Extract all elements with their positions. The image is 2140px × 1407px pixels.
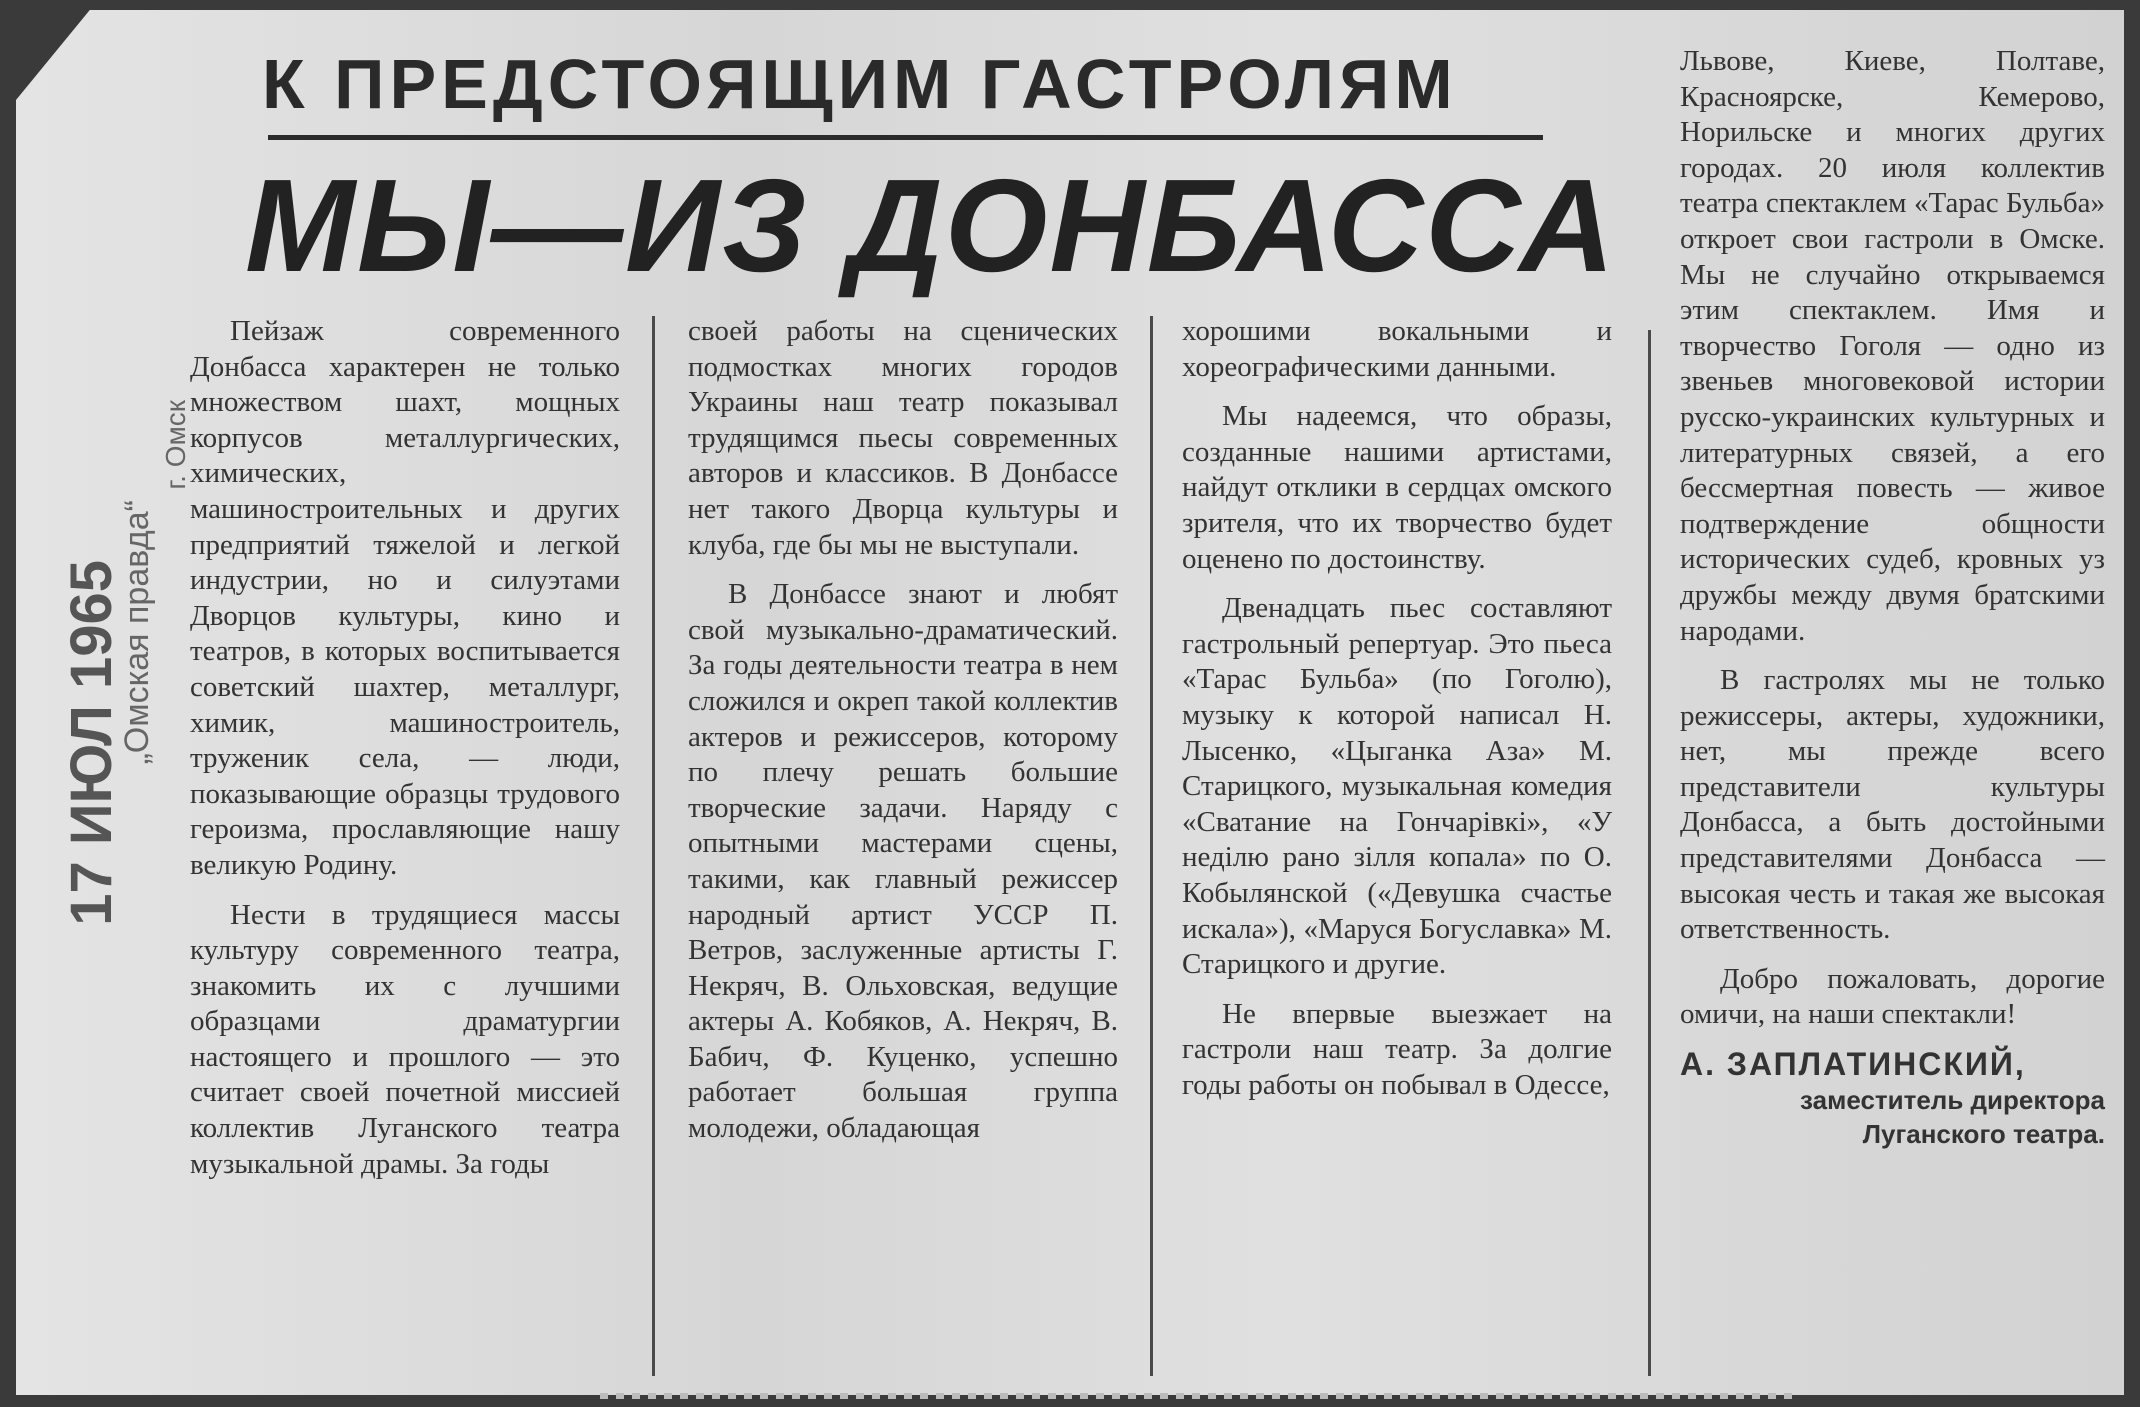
article-column-2 (688, 314, 1118, 1161)
paragraph: В Донбассе знают и любят свой музыкально-драматический. За годы деятельности театра в нем сложился и окреп такой коллектив актеров и режиссеров, которому по плечу решать большие творческие задачи. Наряду с опытными мастерами сцены, такими, как главный режиссер народный артист УССР П. Ветров, заслуженные артисты Г. Некряч, В. Ольховская, ведущие актеры А. Кобяков, А. Некряч, В. Бабич, Ф. Куценко, успешно работает большая группа молодежи, обладающая (688, 578, 1118, 1145)
article-column-4 (1680, 44, 2105, 1151)
section-kicker: К ПРЕДСТОЯЩИМ ГАСТРОЛЯМ (262, 45, 1458, 123)
author-role-line-1: заместитель директора (1800, 1084, 2105, 1115)
paragraph: Добро пожаловать, дорогие омичи, на наши спектакли! (1680, 962, 2105, 1031)
column-divider (1150, 316, 1153, 1376)
paragraph: Двенадцать пьес составляют гастрольный репертуар. Это пьеса «Тарас Бульба» (по Гоголю), музыку к которой написал Н. Лысенко, «Цыганка Аза» М. Старицкого, музыкальная комедия «Сватание на Гончарівкі», «У неділю рано зілля копала» по О. Кобылянской («Девушка счастье искала»), «Маруся Богуславка» М. Старицкого и другие. (1182, 592, 1612, 981)
stamp-city: г. Омск (160, 400, 191, 490)
archive-stamp (30, 400, 191, 1280)
article-column-3 (1182, 314, 1612, 1117)
paragraph: В гастролях мы не только режиссеры, актеры, художники, нет, мы прежде всего представители культуры Донбасса, а быть достойными представителями Донбасса — высокая честь и такая же высокая ответственность. (1680, 664, 2105, 946)
paragraph: Пейзаж современного Донбасса характерен не только множеством шахт, мощных корпусов металлургических, химических, машиностроительных и других предприятий тяжелой и легкой индустрии, но и силуэтами Дворцов культуры, кино и театров, в которых воспитывается советский шахтер, металлург, химик, машиностроитель, труженик села, — люди, показывающие образцы трудового героизма, прославляющие нашу великую Родину. (190, 315, 620, 881)
paragraph: Не впервые выезжает на гастроли наш театр. За долгие годы работы он побывал в Одессе, (1182, 997, 1612, 1101)
column-divider (652, 316, 655, 1376)
article-headline: МЫ—ИЗ ДОНБАССА (245, 152, 1617, 299)
paragraph: Львове, Киеве, Полтаве, Красноярске, Кемерово, Норильске и многих других городах. 20 июля коллектив театра спектаклем «Тарас Бульба» откроет свои гастроли в Омске. Мы не случайно открываемся этим спектаклем. Имя и творчество Гоголя — одно из звеньев многовековой истории русско-украинских культурных и литературных связей, а его бессмертная повесть — живое подтверждение общности исторических судеб, кровных уз дружбы между двумя братскими народами. (1680, 45, 2105, 647)
kicker-underline (268, 135, 1543, 140)
paragraph: Мы надеемся, что образы, созданные нашими артистами, найдут отклики в сердцах омского зрителя, что их творчество будет оценено по достоинству. (1182, 400, 1612, 575)
author-name: А. ЗАПЛАТИНСКИЙ, (1680, 1046, 2026, 1083)
author-role-line-2: Луганского театра. (1862, 1118, 2105, 1149)
paragraph: своей работы на сценических подмостках многих городов Украины наш театр показывал трудящимся пьесы современных авторов и классиков. В Донбассе нет такого Дворца культуры и клуба, где бы мы не выступали. (688, 315, 1118, 561)
torn-bottom-edge (600, 1393, 1800, 1399)
stamp-newspaper-name: „Омская правда“ (118, 500, 156, 765)
column-divider (1648, 330, 1651, 1376)
stamp-date: 17 ИЮЛ 1965 (59, 560, 124, 926)
paragraph: хорошими вокальными и хореографическими данными. (1182, 315, 1612, 383)
paragraph: Нести в трудящиеся массы культуру современного театра, знакомить их с лучшими образцами драматургии настоящего и прошлого — это считает своей почетной миссией коллектив Луганского театра музыкальной драмы. За годы (190, 898, 620, 1180)
article-column-1 (190, 314, 620, 1196)
